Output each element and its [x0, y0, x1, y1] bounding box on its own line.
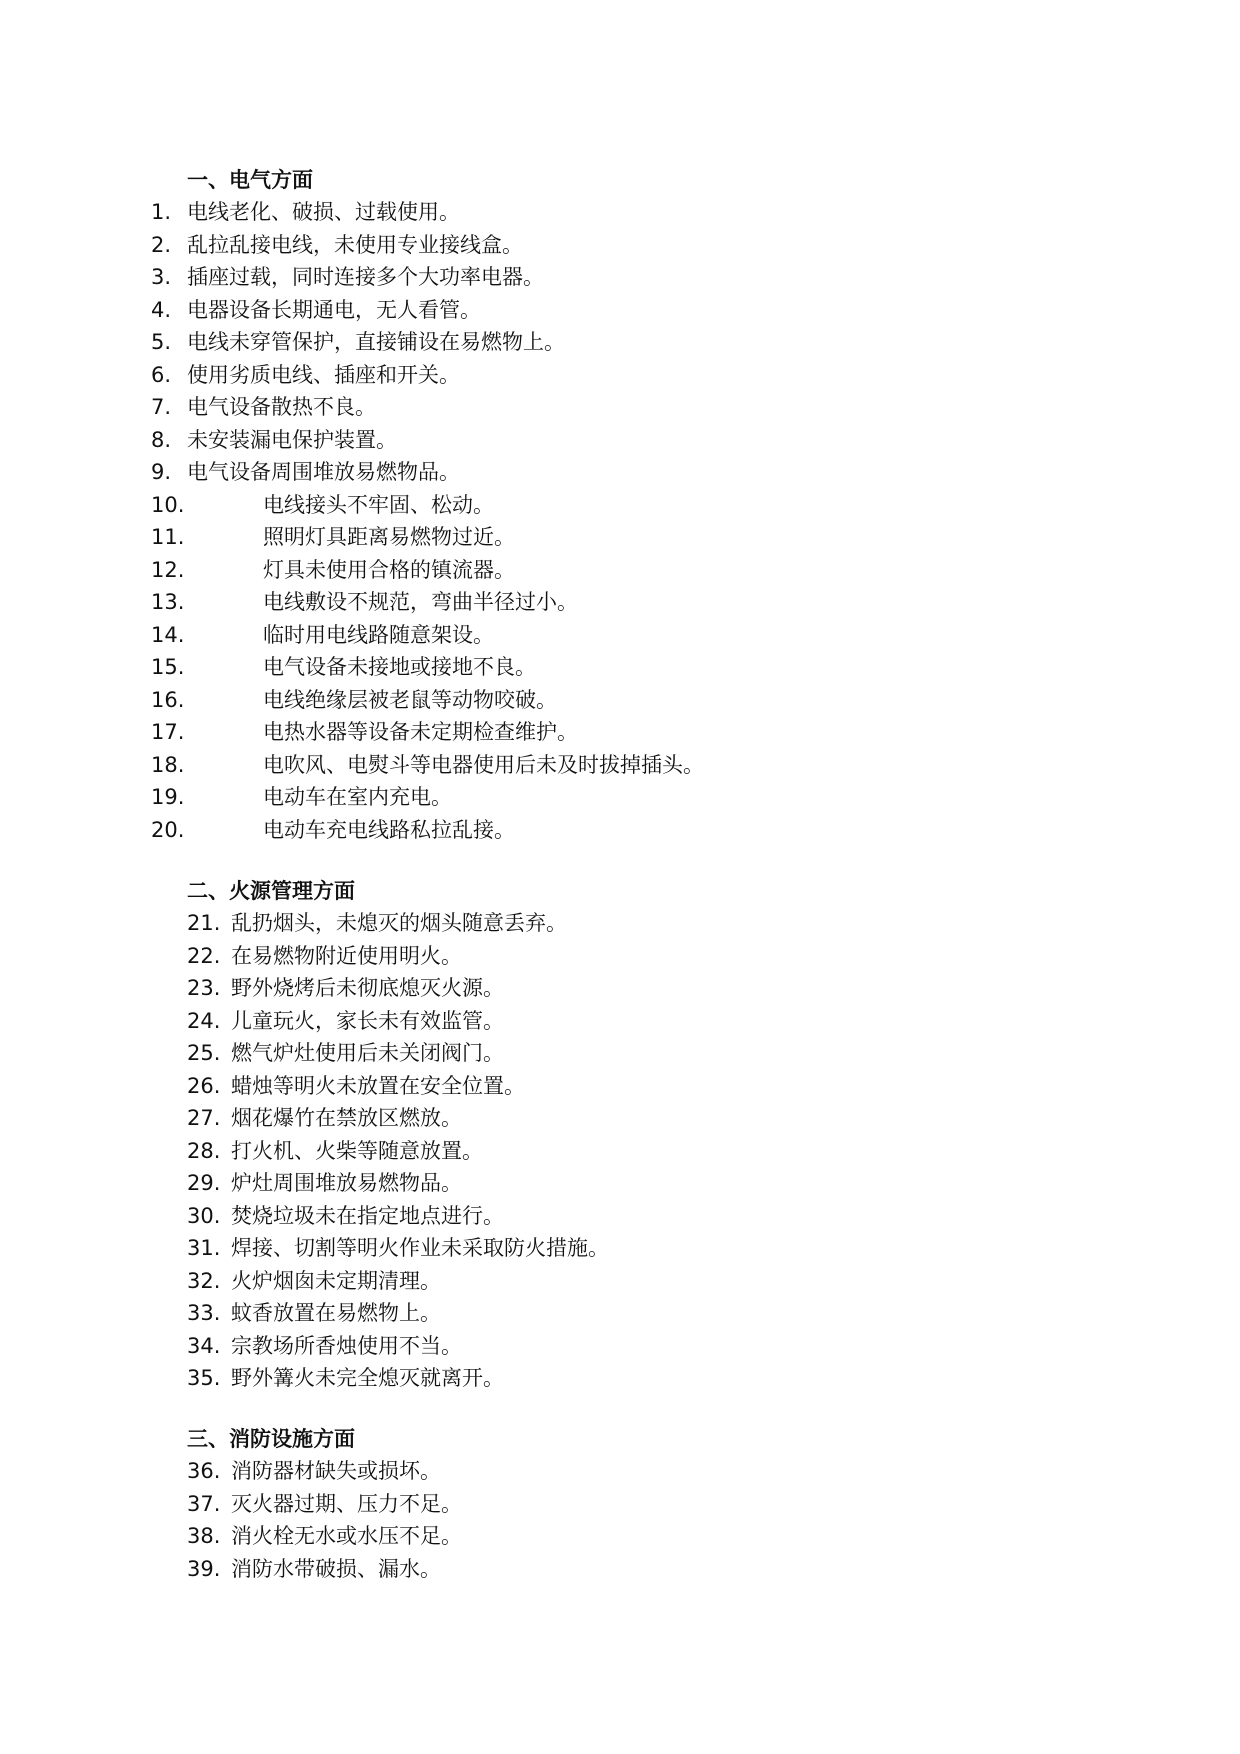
item-number: 31. — [187, 1236, 221, 1260]
item-text: 焊接、切割等明火作业未采取防火措施。 — [231, 1236, 609, 1260]
item-number: 28. — [187, 1139, 221, 1163]
item-text: 照明灯具距离易燃物过近。 — [263, 525, 515, 549]
item-text: 燃气炉灶使用后未关闭阀门。 — [231, 1041, 504, 1065]
item-number: 15. — [151, 655, 185, 679]
item-text: 电线敷设不规范，弯曲半径过小。 — [263, 590, 578, 614]
item-text: 电动车充电线路私拉乱接。 — [263, 818, 515, 842]
item-text: 临时用电线路随意架设。 — [263, 623, 494, 647]
item-number: 23. — [187, 976, 221, 1000]
item-text: 灭火器过期、压力不足。 — [231, 1492, 462, 1516]
item-number: 1. — [151, 200, 172, 224]
item-text: 在易燃物附近使用明火。 — [231, 944, 462, 968]
list-item — [187, 1297, 1087, 1329]
list-item — [187, 1330, 1087, 1362]
item-number: 25. — [187, 1041, 221, 1065]
item-number: 29. — [187, 1171, 221, 1195]
item-number: 9. — [151, 460, 172, 484]
item-text: 未安装漏电保护装置。 — [187, 428, 397, 452]
item-number: 11. — [151, 525, 185, 549]
list-item — [187, 1553, 1087, 1585]
list-item — [187, 1135, 1087, 1167]
list-item — [151, 294, 1051, 326]
list-item — [151, 359, 1051, 391]
item-number: 8. — [151, 428, 172, 452]
item-text: 焚烧垃圾未在指定地点进行。 — [231, 1204, 504, 1228]
list-item — [151, 586, 1051, 618]
list-item — [187, 1167, 1087, 1199]
item-number: 30. — [187, 1204, 221, 1228]
list-item — [151, 196, 1051, 228]
list-item — [187, 1265, 1087, 1297]
item-number: 34. — [187, 1334, 221, 1358]
list-item — [187, 1520, 1087, 1552]
section-title-fire-facilities: 三、消防设施方面 — [187, 1427, 355, 1451]
item-number: 4. — [151, 298, 172, 322]
item-number: 16. — [151, 688, 185, 712]
item-number: 26. — [187, 1074, 221, 1098]
item-number: 37. — [187, 1492, 221, 1516]
item-text: 乱拉乱接电线，未使用专业接线盒。 — [187, 233, 523, 257]
item-text: 电线未穿管保护，直接铺设在易燃物上。 — [187, 330, 565, 354]
item-number: 21. — [187, 911, 221, 935]
item-number: 6. — [151, 363, 172, 387]
list-item — [151, 814, 1051, 846]
item-number: 10. — [151, 493, 185, 517]
list-item — [187, 1037, 1087, 1069]
list-item — [187, 1455, 1087, 1487]
item-number: 22. — [187, 944, 221, 968]
list-item — [151, 651, 1051, 683]
section-title-fire-source: 二、火源管理方面 — [187, 879, 355, 903]
item-number: 19. — [151, 785, 185, 809]
item-number: 20. — [151, 818, 185, 842]
item-number: 24. — [187, 1009, 221, 1033]
list-item — [187, 1488, 1087, 1520]
item-number: 18. — [151, 753, 185, 777]
item-text: 消防水带破损、漏水。 — [231, 1557, 441, 1581]
list-item — [187, 1200, 1087, 1232]
item-text: 打火机、火柴等随意放置。 — [231, 1139, 483, 1163]
list-item — [187, 940, 1087, 972]
item-number: 13. — [151, 590, 185, 614]
list-item — [151, 554, 1051, 586]
item-text: 插座过载，同时连接多个大功率电器。 — [187, 265, 544, 289]
item-number: 12. — [151, 558, 185, 582]
list-item — [151, 684, 1051, 716]
item-number: 32. — [187, 1269, 221, 1293]
item-number: 2. — [151, 233, 172, 257]
item-text: 电气设备未接地或接地不良。 — [263, 655, 536, 679]
item-number: 3. — [151, 265, 172, 289]
list-item — [187, 972, 1087, 1004]
item-number: 36. — [187, 1459, 221, 1483]
item-text: 蜡烛等明火未放置在安全位置。 — [231, 1074, 525, 1098]
list-item — [151, 391, 1051, 423]
list-item — [151, 521, 1051, 553]
item-number: 38. — [187, 1524, 221, 1548]
item-number: 5. — [151, 330, 172, 354]
item-text: 电线接头不牢固、松动。 — [263, 493, 494, 517]
item-text: 电线老化、破损、过载使用。 — [187, 200, 460, 224]
item-text: 电吹风、电熨斗等电器使用后未及时拔掉插头。 — [263, 753, 704, 777]
item-number: 14. — [151, 623, 185, 647]
item-number: 27. — [187, 1106, 221, 1130]
item-text: 乱扔烟头，未熄灭的烟头随意丢弃。 — [231, 911, 567, 935]
list-item — [151, 456, 1051, 488]
list-item — [151, 716, 1051, 748]
item-text: 电气设备散热不良。 — [187, 395, 376, 419]
list-item — [187, 907, 1087, 939]
item-number: 35. — [187, 1366, 221, 1390]
item-text: 使用劣质电线、插座和开关。 — [187, 363, 460, 387]
item-text: 蚊香放置在易燃物上。 — [231, 1301, 441, 1325]
list-item — [151, 229, 1051, 261]
item-text: 野外篝火未完全熄灭就离开。 — [231, 1366, 504, 1390]
item-text: 野外烧烤后未彻底熄灭火源。 — [231, 976, 504, 1000]
item-text: 烟花爆竹在禁放区燃放。 — [231, 1106, 462, 1130]
item-text: 消防器材缺失或损坏。 — [231, 1459, 441, 1483]
item-text: 电热水器等设备未定期检查维护。 — [263, 720, 578, 744]
item-number: 33. — [187, 1301, 221, 1325]
item-number: 17. — [151, 720, 185, 744]
list-item — [151, 749, 1051, 781]
item-text: 消火栓无水或水压不足。 — [231, 1524, 462, 1548]
item-number: 39. — [187, 1557, 221, 1581]
list-item — [151, 781, 1051, 813]
list-item — [151, 489, 1051, 521]
section-title-electrical: 一、电气方面 — [187, 168, 313, 192]
item-text: 电气设备周围堆放易燃物品。 — [187, 460, 460, 484]
list-item — [187, 1232, 1087, 1264]
list-item — [151, 326, 1051, 358]
item-text: 炉灶周围堆放易燃物品。 — [231, 1171, 462, 1195]
item-text: 火炉烟囱未定期清理。 — [231, 1269, 441, 1293]
item-number: 7. — [151, 395, 172, 419]
list-item — [151, 619, 1051, 651]
list-item — [187, 1362, 1087, 1394]
list-item — [151, 424, 1051, 456]
list-item — [151, 261, 1051, 293]
item-text: 宗教场所香烛使用不当。 — [231, 1334, 462, 1358]
list-item — [187, 1102, 1087, 1134]
list-item — [187, 1005, 1087, 1037]
list-item — [187, 1070, 1087, 1102]
item-text: 电动车在室内充电。 — [263, 785, 452, 809]
item-text: 电线绝缘层被老鼠等动物咬破。 — [263, 688, 557, 712]
item-text: 电器设备长期通电，无人看管。 — [187, 298, 481, 322]
item-text: 儿童玩火，家长未有效监管。 — [231, 1009, 504, 1033]
item-text: 灯具未使用合格的镇流器。 — [263, 558, 515, 582]
